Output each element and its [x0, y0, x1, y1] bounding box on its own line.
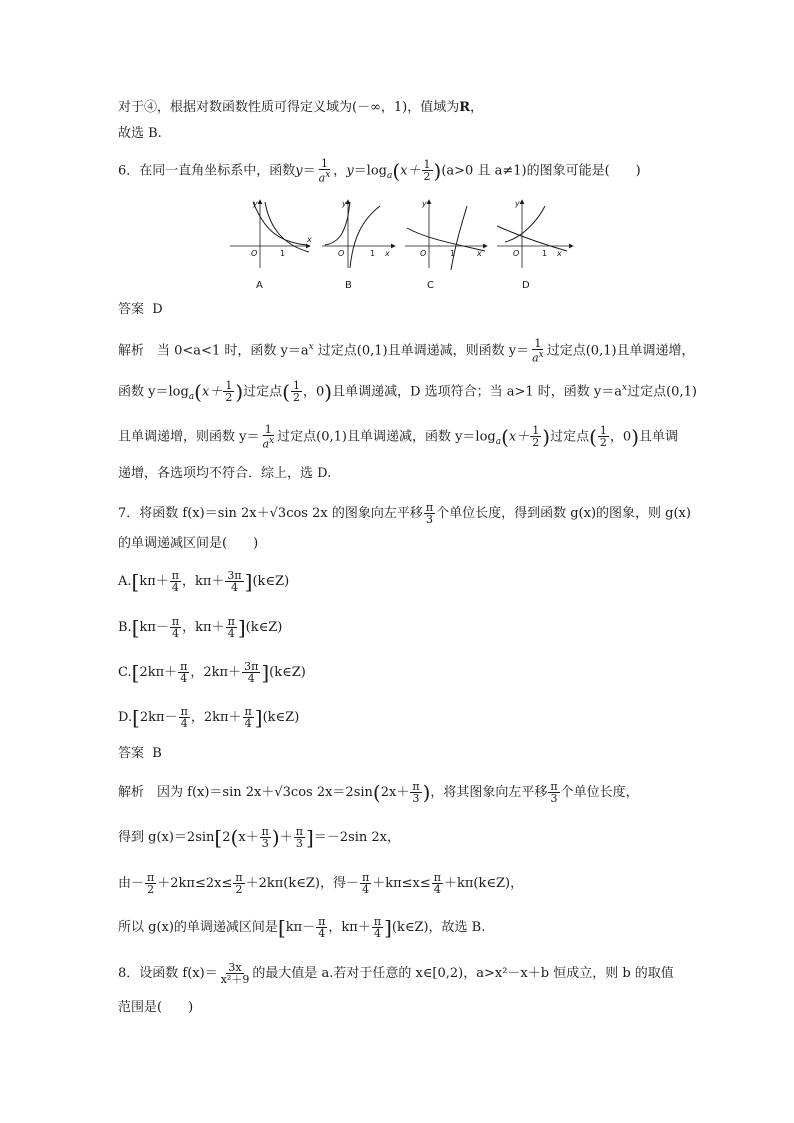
axis-label: 1 — [450, 249, 456, 258]
fraction — [170, 570, 181, 593]
text-segment: x＋ — [238, 830, 259, 845]
numerator: π — [318, 915, 326, 928]
bracket: ) — [433, 158, 442, 183]
solution-6-line-1 — [118, 337, 695, 364]
bracket: ] — [244, 569, 253, 594]
denominator: 4 — [227, 627, 235, 640]
numerator: π — [361, 871, 370, 884]
denominator: 2 — [599, 436, 607, 450]
bracket: [ — [131, 569, 140, 594]
axis-label: O — [251, 249, 258, 258]
fraction — [260, 424, 276, 450]
numerator: π — [425, 501, 434, 514]
numerator: 1 — [264, 423, 272, 436]
denominator: 4 — [231, 581, 239, 594]
text-segment: kπ＋ — [139, 574, 169, 589]
numerator: π — [171, 615, 180, 628]
text-segment: x — [269, 436, 275, 446]
text-segment: 由－ — [118, 876, 145, 891]
axis-label: 1 — [370, 249, 376, 258]
answer-value: D — [152, 302, 163, 317]
numerator: π — [227, 615, 235, 628]
text-segment: 2 — [222, 830, 231, 845]
numerator: 3π — [227, 569, 242, 582]
text-segment: x — [308, 342, 314, 352]
text-segment: 的单调递减区间是( ) — [118, 536, 259, 551]
text-segment: (k∈Z) — [245, 620, 283, 635]
numerator: 1 — [534, 337, 542, 350]
text-segment: 所以 g(x)的单调递减区间是 — [118, 920, 278, 935]
text-segment: 且单调递增，则函数 y＝ — [118, 429, 260, 445]
text-line — [118, 124, 162, 144]
axis-label: y — [422, 199, 427, 208]
text-segment: ＝ — [302, 163, 316, 179]
text-segment: a — [495, 436, 502, 447]
denominator — [317, 170, 333, 184]
axis-label: 1 — [280, 249, 286, 258]
axis-label: x — [385, 249, 390, 258]
denominator: 4 — [247, 672, 255, 685]
fraction — [170, 616, 181, 639]
text-segment: 过定点 — [550, 429, 590, 445]
solution-7-line-3 — [118, 872, 523, 895]
text-segment: ，kπ＋ — [182, 620, 225, 635]
denominator: 4 — [373, 927, 381, 940]
question-8-line-2 — [118, 998, 193, 1018]
denominator: 3 — [295, 837, 303, 850]
text-segment: x — [325, 170, 331, 180]
axis-label: x — [477, 249, 482, 258]
text-segment: 2kπ＋ — [139, 665, 178, 680]
solution-6-line-2: 函数 $y=\log_a(x+$ $\frac{1}{2}$ )过定点( $\frac{1}{2}$ ，0)且单调递减，D 选项符合；当 a>1 时，函数 $y=a^x$过定点(0,1) — [118, 379, 697, 405]
fraction — [317, 158, 333, 184]
numerator: 3π — [244, 660, 259, 673]
text-segment: kπ－ — [285, 920, 316, 935]
text-segment: cos 2x＝2sin — [290, 785, 373, 800]
denominator: 3 — [425, 513, 433, 526]
bracket: [ — [131, 615, 140, 640]
bracket: ( — [230, 825, 239, 850]
graph-c — [405, 200, 487, 270]
denominator: 4 — [172, 627, 180, 640]
text-segment: x — [538, 350, 544, 360]
solution-7-line-2 — [118, 826, 400, 849]
fraction — [145, 872, 156, 895]
text-segment: a — [386, 170, 393, 181]
axis-label: 1 — [542, 249, 548, 258]
denominator: 2 — [532, 436, 540, 450]
text-segment: ，2kπ＋ — [190, 665, 242, 680]
graph-label-d: D — [522, 280, 530, 291]
numerator: π — [261, 825, 269, 838]
text-segment: 过定点(0,1)且单调递减，则函数 y＝ — [313, 343, 530, 359]
text-segment: 且单调 — [639, 429, 679, 445]
fraction — [242, 661, 260, 684]
graph-a — [230, 200, 310, 268]
fraction — [226, 616, 237, 639]
answer-value: B — [152, 746, 162, 761]
solution-7-line-1 — [118, 781, 639, 804]
bracket: ) — [542, 424, 551, 449]
fraction — [291, 380, 302, 403]
fraction — [530, 338, 546, 364]
denominator: 4 — [244, 717, 252, 730]
bracket: ] — [384, 915, 392, 940]
bracket: ] — [305, 825, 314, 850]
denominator: 3 — [550, 792, 558, 805]
text-segment: ＋ — [279, 830, 293, 845]
bracket: ) — [324, 379, 333, 404]
text-segment: (k∈Z) — [269, 665, 306, 680]
bracket: ) — [422, 780, 431, 805]
text-segment: 个单位长度， — [560, 785, 639, 800]
text-segment: 对于④，根据对数函数性质可得定义域为(－∞，1)，值域为 — [118, 100, 460, 115]
answer-label: 答案 — [118, 302, 145, 317]
bracket: ( — [194, 379, 202, 404]
graph-label-c: C — [427, 280, 434, 291]
text-segment: 2kπ－ — [139, 710, 178, 725]
numerator: π — [373, 915, 382, 928]
answer-6 — [118, 300, 163, 320]
denominator: 4 — [362, 883, 370, 896]
fraction — [294, 826, 305, 849]
fraction — [219, 962, 252, 985]
text-segment: 解析 因为 f(x)＝sin 2x＋ — [118, 785, 275, 800]
text-segment: ＋2kπ≤2x≤ — [157, 876, 233, 891]
numerator: 1 — [320, 157, 328, 170]
fraction — [372, 916, 383, 939]
bracket: [ — [277, 915, 286, 940]
numerator: 1 — [292, 379, 300, 393]
numerator: 1 — [532, 424, 540, 438]
text-segment: D. — [118, 710, 133, 725]
fraction — [598, 425, 609, 448]
axis-label: O — [420, 249, 427, 258]
text-segment: 得到 g(x)＝2sin — [118, 830, 215, 845]
text-segment: y — [295, 163, 303, 179]
fraction — [410, 781, 421, 804]
text-segment: 范围是( ) — [118, 1000, 194, 1015]
solution-6-line-3: 且单调递增，则函数 y＝ $\frac{1}{a^x}$ 过定点(0,1)且单调递减，函数 $y=\log_a(x+$ $\frac{1}{2}$ )过定点( $\frac{1}{2}$ ，0)且单调 — [118, 423, 679, 451]
denominator: 4 — [180, 672, 188, 685]
denominator: 2 — [423, 170, 431, 184]
question-7-line-1 — [118, 502, 691, 525]
text-segment: cos 2x 的图象向左平移 — [286, 506, 423, 521]
text-segment: 函数 y＝log — [118, 384, 189, 400]
text-segment: ＋2kπ(k∈Z)，得－ — [245, 876, 359, 891]
answer-7 — [118, 744, 162, 764]
fraction — [233, 872, 244, 895]
numerator: π — [550, 780, 558, 793]
denominator: 2 — [292, 391, 300, 405]
text-segment: kπ－ — [139, 620, 169, 635]
fraction — [530, 425, 541, 448]
text-segment: 解析 当 0<a<1 时，函数 y＝a — [118, 343, 309, 359]
solution-7-line-4 — [118, 916, 485, 939]
denominator — [260, 436, 276, 450]
text-segment: ＝log — [353, 163, 387, 179]
denominator: 2 — [235, 883, 243, 896]
text-segment: 的最大值是 a.若对于任意的 x∈[0,2)，a>x²－x＋b 恒成立，则 b 的取值 — [252, 966, 674, 981]
bracket: [ — [132, 705, 140, 730]
bracket: ( — [392, 158, 401, 183]
fraction — [260, 826, 271, 849]
text-segment: ＋kπ≤x≤ — [372, 876, 431, 891]
bracket: ( — [501, 424, 509, 449]
text-segment: 6．在同一直角坐标系中，函数 — [118, 163, 296, 179]
denominator: 2 — [225, 391, 233, 405]
axis-label: O — [338, 249, 345, 258]
bracket: [ — [131, 660, 140, 685]
axis-label: y — [342, 199, 347, 208]
text-segment: a — [188, 391, 195, 402]
text-segment: √3 — [269, 506, 287, 521]
text-segment: (a>0 且 a≠1)的图象可能是( ) — [441, 163, 641, 179]
text-segment: A. — [118, 574, 132, 589]
option-b[interactable] — [118, 616, 282, 639]
axis-label: y — [253, 199, 258, 208]
fraction — [225, 570, 243, 593]
text-segment: ＝－2sin 2x， — [313, 830, 400, 845]
text-segment: ，kπ＋ — [182, 574, 225, 589]
numerator: π — [180, 660, 188, 673]
text-segment: 过定点(0,1)且单调递减，函数 y＝log — [277, 429, 496, 445]
fraction — [424, 502, 435, 525]
numerator: 1 — [599, 424, 607, 438]
denominator: 3 — [261, 837, 269, 850]
denominator: 4 — [433, 883, 441, 896]
text-segment: a — [532, 351, 539, 365]
text-segment: B. — [118, 620, 132, 635]
text-segment: ，2kπ＋ — [190, 710, 242, 725]
fraction — [548, 781, 559, 804]
axis-label: x — [307, 235, 312, 244]
text-segment: C. — [118, 665, 132, 680]
option-c[interactable] — [118, 661, 306, 684]
bracket: ) — [631, 424, 639, 449]
text-segment: 2x＋ — [380, 785, 410, 800]
text-segment: ， — [470, 100, 484, 115]
text-segment: (k∈Z)，故选 B. — [391, 920, 486, 935]
numerator: 3x — [228, 961, 242, 974]
numerator: π — [180, 705, 188, 718]
text-segment: ，kπ＋ — [328, 920, 371, 935]
denominator: x²＋9 — [220, 973, 250, 986]
text-segment: 递增，各选项均不符合．综上，选 D. — [118, 466, 332, 481]
text-segment: √3 — [274, 785, 291, 800]
text-segment: (k∈Z) — [252, 574, 290, 589]
fraction — [179, 706, 190, 729]
fraction — [178, 661, 189, 684]
numerator: π — [147, 871, 155, 884]
fraction — [223, 380, 234, 403]
bracket: ( — [372, 780, 381, 805]
bracket: ) — [235, 379, 244, 404]
numerator: π — [433, 871, 441, 884]
axis-label: y — [515, 199, 520, 208]
bracket: ] — [261, 660, 270, 685]
text-segment: x — [622, 383, 628, 393]
denominator: 4 — [180, 717, 188, 730]
fraction — [316, 916, 327, 939]
text-segment: 故选 B. — [118, 126, 162, 141]
bracket: ( — [282, 379, 290, 404]
graph-label-b: B — [345, 280, 352, 291]
numerator: π — [295, 825, 303, 838]
answer-label: 答案 — [118, 746, 145, 761]
text-segment: 且单调递减，D 选项符合；当 a>1 时，函数 y＝a — [332, 384, 623, 400]
numerator: π — [244, 705, 252, 718]
text-segment: x＋ — [508, 429, 530, 445]
text-segment: 7．将函数 f(x)＝sin 2x＋ — [118, 506, 270, 521]
text-segment: ， — [333, 163, 347, 179]
axis-label: x — [557, 249, 562, 258]
bracket: ] — [254, 705, 263, 730]
axis-label: O — [513, 249, 520, 258]
denominator: 4 — [171, 581, 179, 594]
solution-6-line-4 — [118, 464, 331, 484]
text-segment: 过定点(0,1)且单调递增， — [546, 343, 695, 359]
denominator: 4 — [318, 927, 326, 940]
fraction — [243, 706, 254, 729]
bracket: ( — [589, 424, 597, 449]
bracket: [ — [214, 825, 223, 850]
numerator: π — [171, 569, 179, 582]
option-a[interactable] — [118, 570, 289, 593]
text-line — [118, 98, 483, 118]
denominator — [530, 350, 546, 364]
text-segment: a — [262, 437, 270, 451]
text-segment: 个单位长度，得到函数 g(x)的图象，则 g(x) — [436, 506, 691, 521]
text-segment: R — [459, 100, 471, 115]
text-segment: y — [346, 163, 354, 179]
fraction — [432, 872, 443, 895]
fraction — [360, 872, 371, 895]
question-7-line-2 — [118, 534, 258, 554]
numerator: 1 — [423, 158, 431, 172]
graph-label-a: A — [256, 280, 263, 291]
numerator: π — [412, 780, 420, 793]
text-segment: a — [318, 171, 326, 185]
bracket: ) — [271, 825, 280, 850]
option-d[interactable] — [118, 706, 299, 729]
denominator: 2 — [147, 883, 155, 896]
fraction — [422, 159, 433, 182]
numerator: 1 — [225, 379, 233, 393]
text-segment: ，将其图象向左平移 — [430, 785, 548, 800]
numerator: π — [235, 871, 243, 884]
text-segment: 过定点 — [243, 384, 283, 400]
question-8-line-1 — [118, 962, 674, 985]
question-6 — [118, 158, 641, 186]
denominator: 3 — [412, 792, 420, 805]
text-segment: 8．设函数 f(x)＝ — [118, 966, 218, 981]
text-segment: ＋kπ(k∈Z)， — [443, 876, 524, 891]
text-segment: x＋ — [400, 163, 421, 179]
text-segment: (k∈Z) — [262, 710, 300, 725]
text-segment: 过定点(0,1) — [627, 384, 697, 400]
bracket: ] — [237, 615, 246, 640]
text-segment: x＋ — [201, 384, 223, 400]
